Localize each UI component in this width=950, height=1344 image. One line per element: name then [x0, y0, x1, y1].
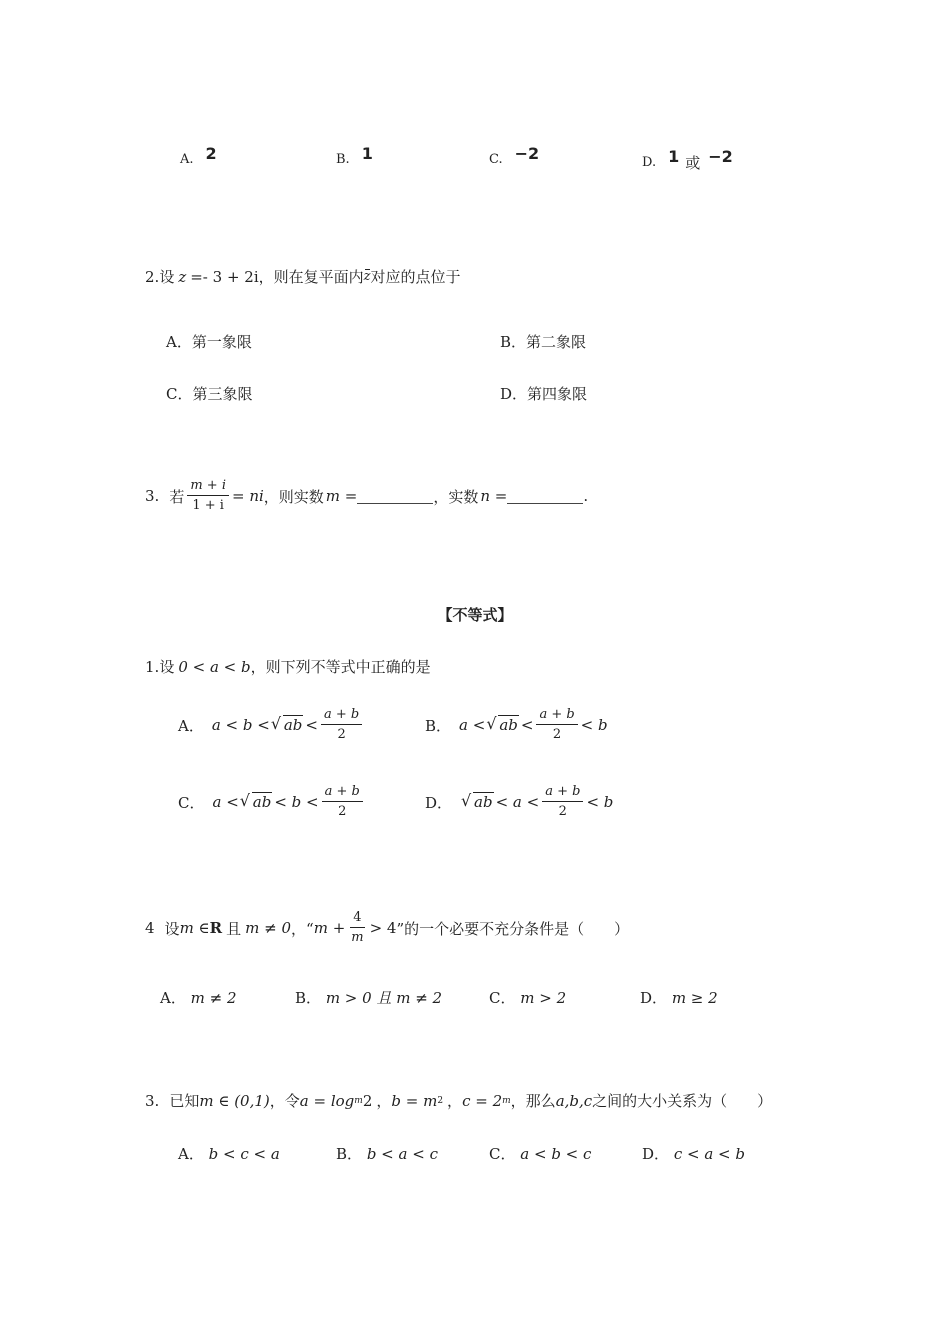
fraction-numerator: a + b	[322, 785, 363, 802]
option-text: c < a < b	[673, 1145, 745, 1163]
question-number: 3.	[145, 1091, 160, 1110]
sqrt-icon	[241, 793, 273, 811]
math-expression: 0 < a < b	[178, 657, 251, 676]
option-text: 第三象限	[192, 385, 253, 403]
fraction-numerator: a + b	[542, 785, 583, 802]
question-text: 之间的大小关系为（ ）	[592, 1092, 773, 1110]
option-a[interactable]	[166, 331, 252, 352]
math-z: z	[178, 267, 187, 286]
option-label: A．	[178, 1145, 204, 1163]
option-c[interactable]	[166, 383, 253, 404]
math-expression: m +	[313, 919, 346, 937]
option-c[interactable]	[489, 140, 539, 167]
math-expression: < b <	[274, 793, 319, 811]
math-expression: < b	[580, 716, 608, 734]
math-zbar: z	[363, 269, 371, 284]
option-c[interactable]	[178, 785, 366, 819]
question-text: ，则下列不等式中正确的是	[250, 658, 431, 676]
question-text: ，则实数	[263, 487, 324, 506]
option-label: A．	[160, 989, 186, 1007]
math-superscript: 2	[437, 1095, 444, 1106]
math-superscript: m	[502, 1095, 511, 1106]
option-label: B．	[425, 716, 452, 735]
math-set-R: R	[209, 919, 223, 937]
question-inequality-1	[145, 656, 431, 677]
option-b[interactable]	[500, 331, 586, 352]
math-fraction	[348, 911, 366, 945]
option-text: 第四象限	[527, 385, 588, 403]
option-d[interactable]	[425, 785, 613, 819]
question-number: 3.	[145, 487, 160, 505]
question-complex-3	[145, 479, 588, 513]
option-a[interactable]	[160, 987, 237, 1008]
math-expression: = ni	[231, 487, 264, 505]
option-b[interactable]	[336, 1143, 438, 1164]
option-label: A．	[166, 333, 192, 351]
math-expression: > 4	[369, 919, 397, 937]
option-c[interactable]	[489, 1143, 591, 1164]
fraction-denominator: 2	[552, 727, 562, 742]
option-a[interactable]	[180, 140, 217, 167]
option-label: C．	[489, 989, 516, 1007]
option-text: m ≠ 2	[190, 989, 237, 1007]
math-expression: a <	[212, 793, 239, 811]
option-d[interactable]	[500, 383, 587, 404]
math-expression: b = m	[391, 1091, 438, 1110]
option-text: b < a < c	[366, 1145, 438, 1163]
option-b[interactable]	[425, 708, 608, 742]
option-c[interactable]	[489, 987, 566, 1008]
option-label: D.	[642, 155, 657, 170]
question-number: 4	[145, 919, 155, 937]
math-expression: < b	[586, 793, 614, 811]
question-text: ，则在复平面内	[258, 268, 364, 286]
option-label: C．	[166, 385, 193, 403]
question-inequality-2	[145, 911, 629, 945]
math-subscript: m	[354, 1095, 363, 1106]
option-a[interactable]	[178, 708, 365, 742]
math-expression: a = log	[299, 1091, 355, 1110]
option-text: 第一象限	[191, 333, 252, 351]
fraction-numerator: 4	[350, 911, 364, 928]
option-value: 1	[361, 144, 373, 163]
question-end: .	[583, 487, 589, 505]
question-text: ，令	[269, 1092, 300, 1110]
fraction-denominator: 1 + i	[192, 498, 224, 513]
question-text: 设	[159, 658, 175, 676]
question-text: 设	[164, 919, 180, 938]
fraction-numerator: m + i	[187, 479, 229, 496]
math-expression: < a <	[495, 793, 540, 811]
fraction-numerator: a + b	[536, 708, 577, 725]
option-label: B．	[295, 989, 322, 1007]
sqrt-icon	[462, 793, 494, 811]
question-text: 已知	[169, 1092, 200, 1110]
math-fraction	[187, 479, 229, 513]
option-label: C.	[489, 152, 503, 167]
option-label: D．	[425, 793, 453, 812]
option-value: 2	[205, 144, 217, 163]
option-d[interactable]	[640, 987, 718, 1008]
fraction-numerator: a + b	[321, 708, 362, 725]
math-fraction	[322, 785, 363, 819]
math-expression: <	[305, 716, 318, 734]
option-d[interactable]	[642, 140, 733, 173]
math-expression: a,b,c	[555, 1091, 593, 1110]
section-title: 【不等式】	[437, 606, 513, 624]
sqrt-radicand: ab	[283, 716, 303, 734]
sqrt-radicand: ab	[474, 793, 493, 811]
option-label: C．	[489, 1145, 516, 1163]
option-value-2: −2	[708, 147, 733, 166]
option-label: B．	[336, 1145, 363, 1163]
option-conjunction: 或	[685, 154, 701, 172]
math-expression: m ∈	[179, 919, 210, 937]
option-text: b < c < a	[208, 1145, 280, 1163]
option-text: a < b < c	[520, 1145, 592, 1163]
math-expression: =- 3 + 2i	[190, 267, 259, 286]
question-number: 2.	[145, 267, 160, 286]
option-b[interactable]	[295, 987, 442, 1008]
option-value: 1	[668, 147, 680, 166]
option-a[interactable]	[178, 1143, 280, 1164]
option-text: m ≥ 2	[671, 989, 718, 1007]
option-text: 第二象限	[526, 333, 587, 351]
answer-blank-m[interactable]	[357, 488, 433, 504]
sqrt-radicand: ab	[252, 793, 272, 811]
answer-blank-n[interactable]	[507, 488, 583, 504]
option-text: m > 0 且 m ≠ 2	[325, 989, 443, 1007]
option-label: B.	[336, 152, 350, 167]
math-expression: a < b <	[211, 716, 270, 734]
question-complex-2	[145, 266, 461, 287]
option-d[interactable]	[642, 1143, 745, 1164]
sqrt-icon	[272, 716, 304, 734]
math-n: n =	[480, 487, 508, 505]
question-text: ，实数	[433, 487, 479, 506]
question-text: ，“	[291, 919, 314, 938]
question-text: ，那么	[510, 1092, 556, 1110]
option-label: A.	[180, 152, 194, 167]
fraction-denominator: m	[351, 930, 364, 945]
fraction-denominator: 2	[558, 804, 567, 819]
math-expression: <	[520, 716, 534, 734]
math-fraction	[536, 708, 577, 742]
option-label: A．	[178, 716, 204, 735]
math-expression: m ∈ (0,1)	[199, 1091, 270, 1110]
option-b[interactable]	[336, 140, 373, 167]
question-text: 对应的点位于	[370, 268, 461, 286]
math-fraction	[542, 785, 583, 819]
fraction-denominator: 2	[338, 804, 347, 819]
option-label: D．	[642, 1145, 670, 1163]
question-number: 1.	[145, 657, 160, 676]
question-text: 设	[159, 268, 175, 286]
math-expression: c = 2	[462, 1091, 503, 1110]
question-text: ”的一个必要不充分条件是（ ）	[396, 919, 630, 938]
option-label: C．	[178, 793, 205, 812]
question-text: 且	[226, 919, 242, 938]
sqrt-radicand: ab	[499, 716, 518, 734]
sqrt-icon	[487, 716, 519, 734]
math-expression: 2	[362, 1091, 373, 1110]
option-text: m > 2	[520, 989, 567, 1007]
question-inequality-3: 3. 已知 m ∈ (0,1) ，令 a = log m 2 ， b = m 2 ， c = 2 m ，那么 a,b,c 之间的大小关系为（ ）	[145, 1091, 773, 1110]
math-expression: a <	[459, 716, 486, 734]
option-label: D．	[640, 989, 668, 1007]
option-value: −2	[514, 144, 540, 163]
math-fraction	[321, 708, 362, 742]
option-label: D．	[500, 385, 528, 403]
fraction-denominator: 2	[337, 727, 346, 742]
math-m: m =	[325, 487, 358, 505]
math-expression: m ≠ 0	[245, 919, 292, 937]
option-label: B．	[500, 333, 527, 351]
question-text: 若	[169, 487, 185, 506]
